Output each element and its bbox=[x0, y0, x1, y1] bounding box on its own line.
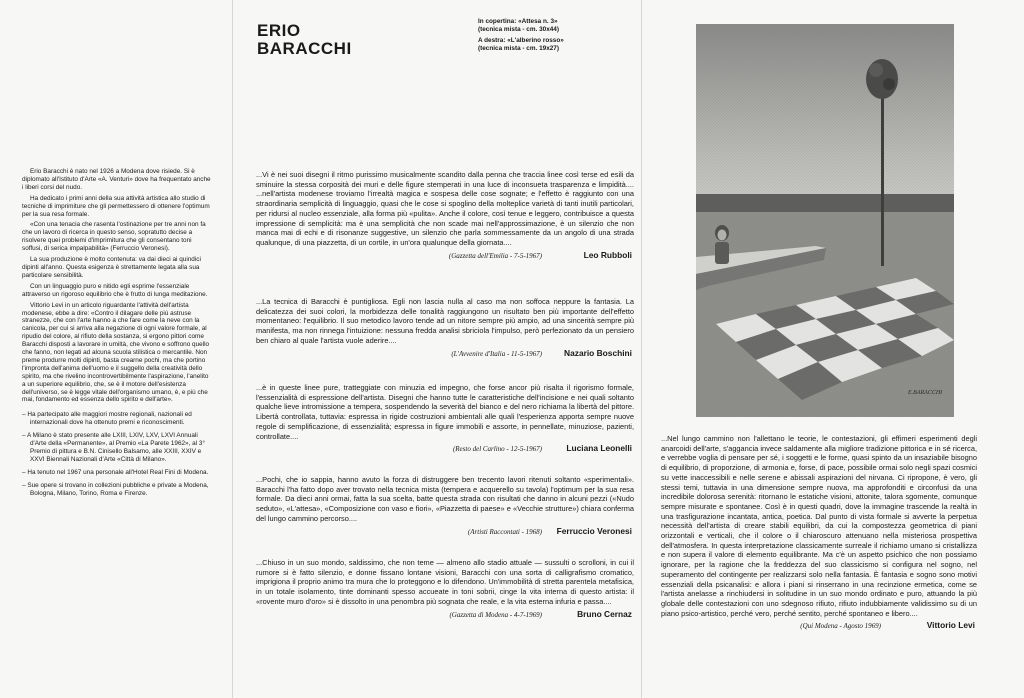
bio-paragraph: Erio Baracchi è nato nel 1926 a Modena dove risiede. Si è diplomato all'Istituto d'Arte «A. Venturi» dove ha frequentato anche i liberi corsi del nudo. bbox=[22, 168, 211, 191]
review-source: (Qui Modena - Agosto 1969) bbox=[800, 622, 881, 631]
bio-note: – A Milano è stato presente alle LXIII, LXIV, LXV, LXVI Annuali d'Arte della «Permanente», al Premio «La Parete 1962», al 3° Premio di pittura e B.N. Cinisello Balsamo, alle XXIII, XXIV e XXVI Biennali Nazionali d'Arte «Città di Milano». bbox=[22, 432, 206, 463]
horizon-band bbox=[696, 194, 954, 212]
painting-image bbox=[696, 24, 954, 417]
review-author: Leo Rubboli bbox=[583, 249, 632, 260]
biography bbox=[22, 168, 212, 503]
tree-trunk bbox=[881, 96, 884, 266]
review-text: ...Vi è nei suoi disegni il ritmo purissimo musicalmente scandito dalla penna che traccia linee così terse ed esili da sminuire la stessa corposità dei muri e delle figure stemperati in una luce di inconsueta trasparenza e limpidità.... ...nell'artista modenese troviamo l'irrealtà magica e sospesa delle cose sognate; e l'effetto è raggiunto con una straordinaria semplicità di linguaggio, quasi che le cose si spoglino della molteplice varietà di tanti inutili particolari, per ridursi al nucleo essenziale, alla forma più «pulita». Anche il colore, così tenue e leggero, contribuisce a questa impressione di semplicità: ma è una semplicità che non scade mai nell'approssimazione, è un silenzio che non manca mai di echi e di risonanze suggestive, un silenzio che parla sommessamente da un angolo di una strada qualunque, di una piazzetta, di un cortile, in un'ora qualunque della giornata.... bbox=[256, 170, 634, 247]
bio-paragraph: La sua produzione è molto contenuta: va dai dieci ai quindici dipinti all'anno. Questa esigenza è strettamente legata alla sua particolare sensibilità. bbox=[22, 256, 201, 279]
review-veronesi bbox=[256, 475, 634, 539]
review-text: ...è in queste linee pure, tratteggiate con minuzia ed impegno, che forse ancor più risalta il rigorismo formale, l'essenzialità di espressione dell'artista. Disegni che hanno tutte le caratteristiche dell'incisione e nei quali soltanto qualche lieve intromissione a tempera, sospendendo la severità del bianco e del nero richiama la libertà del pittore. Libertà controllata, tuttavia: espressa in rigide costruzioni ambientali alle quali l'esperienza apporta sempre nuove regole di semplificazione, di essenzialità; espressa in figure immobili e assorte, in pennellate, minuziose, pazienti, controllate.... bbox=[256, 383, 634, 441]
review-author: Bruno Cernaz bbox=[577, 608, 632, 619]
bio-paragraph: «Con una tenacia che rasenta l'ostinazione per tre anni non fa che un lavoro di ricerca in questo senso, sopratutto decise a risolvere quei problemi d'imprimitura che gli consentano toni soffusi, di serica impalpabilità» (Ferruccio Veronesi). bbox=[22, 221, 206, 253]
bio-note: – Ha tenuto nel 1967 una personale all'Hotel Real Fini di Modena. bbox=[22, 468, 209, 476]
artist-name: ERIO BARACCHI bbox=[257, 21, 352, 58]
tree-crown bbox=[866, 59, 898, 99]
girl-figure bbox=[715, 225, 729, 264]
review-source: (Gazzetta di Modena - 4-7-1969) bbox=[449, 610, 542, 619]
review-source: (Artisti Raccontati - 1968) bbox=[467, 527, 542, 536]
review-text: ...La tecnica di Baracchi è puntigliosa. Egli non lascia nulla al caso ma non soffoca neppure la fantasia. La delicatezza dei suoi colori, la morbidezza delle tonalità raggiungono un risultato ben più importante dell'effetto momentaneo: l'equilibrio. Il suo metodico lavoro tende ad un nitore sempre più ampio, ad una sincerità sempre più manifesta, ma non rinnega l'intuizione: nessuna fredda analisi sbriciola l'impulso, però perfezionato da un pensiero ben chiaro al quale l'artista vuole aderire.... bbox=[256, 297, 634, 345]
review-source: (Gazzetta dell'Emilia - 7-5-1967) bbox=[448, 251, 542, 260]
review-cernaz bbox=[256, 558, 634, 622]
bio-note: – Ha partecipato alle maggiori mostre regionali, nazionali ed internazionali dove ha ottenuto premi e riconoscimenti. bbox=[22, 411, 192, 427]
cover-caption: In copertina: «Attesa n. 3» (tecnica mista - cm. 30x44) A destra: «L'alberino rosso» (tecnica mista - cm. 19x27) bbox=[478, 18, 564, 52]
review-author: Luciana Leonelli bbox=[566, 443, 632, 454]
review-author: Vittorio Levi bbox=[926, 620, 975, 631]
review-text: ...Nel lungo cammino non l'allettano le teorie, le contestazioni, gli effimeri esperimenti degli anarcoidi dell'arte, s'aggancia invece saldamente alla migliore tradizione pittorica e in sé ricerca, e verrebbe voglia di pensare per sé, i soggetti e le forme, quasi spinto da un insaziabile bisogno di equilibrio, di proporzione, di armonia e, forse, di pace, possibile ormai solo negli spazi cosmici su vette inaccessibili e nelle serene e abissali aspirazioni del nirvana. Ci ripropone, è vero, gli stessi temi, tuttavia in una dimensione sempre nuova, ma approfonditi e circonfusi da una incredibile dolorosa serenità: ritornano le estatiche visioni, attonite, talora sgomente, comunque sempre misurate e spontanee. Così è in questi quadri, dove la immagine trascende la realtà in una trasfigurazione incantata, antica, poetica. Dal punto di vista formale si avverte la perpetua necessità dell'artista di creare stabili equilibri, da cui la compostezza geometrica di piani orizzontali e verticali, che il colore o il chiaroscuro attenuano nella misteriosa prospettiva dell'atmosfera. In questa interpretazione classicamente surreale il richiamo umano si cristallizza e non supera il valore di elemento equilibrante. Ma c'è un aspetto psichico che non possiamo ignorare, per la ragione che la freddezza del suo classicismo si configura nel sogno, nel superamento del contingente per realizzarsi solo nella fantasia. È fantasia e sogno sono motivi essenziali della psicanalisi: e allora i piani si rinserrano in una recinzione ermetica, come se l'artista anelasse a rinchiudersi in solitudine in un suo mondo ordinato e puro, attuando la più globale delle contestazioni con uno sdegnoso rifiuto, rifiuto indubbiamente validissimo su di un piano psico-artistico, perché vero, perché sentito, perché spontaneo e libero.... bbox=[661, 434, 977, 618]
bio-note: – Sue opere si trovano in collezioni pubbliche e private a Modena, Bologna, Milano, Torino, Roma e Firenze. bbox=[22, 481, 209, 497]
painting-svg bbox=[696, 24, 954, 417]
review-boschini bbox=[256, 297, 634, 361]
painting-signature: E.BARACCHI bbox=[908, 390, 943, 396]
review-source: (L'Avvenire d'Italia - 11-5-1967) bbox=[451, 349, 542, 358]
left-panel bbox=[0, 0, 232, 698]
review-leonelli bbox=[256, 383, 634, 456]
review-text: ...Chiuso in un suo mondo, saldissimo, che non teme — almeno allo stadio attuale — sussulti o scrolloni, in cui il rumore si è fatto silenzio, e donne fissano lontane visioni, Baracchi con una sorta di calligrafismo cromatico, imprigiona il proprio animo tra mura che lo proteggono e lo difendono. Un'immobilità di stretta parentela metafisica, in un totale isolamento, tinte dominanti spesso accueate in toni sobrii, cinge la vita interna di questo artista: il «rovente muro d'oro» si è dissolto in una penombra più sognata che reale, e la vita esterna infuria e passa.... bbox=[256, 558, 634, 606]
bio-paragraph: Vittorio Levi in un articolo riguardante l'attività dell'artista modenese, ebbe a dire: «Contro il dilagare delle più astruse stranezze, che con l'arte hanno a che fare come la neve con la canicola, per cui si arriva alla negazione di ogni valore formale, al ripudio del colore, al rifiuto della sostanza, si ergono pittori come Baracchi disposti a lavorare in umiltà, che vivono e soffrono quello che fanno, non legati ad alcuna scuola stilistica o mercantile. Non preme produrre molti dipinti, basta crearne pochi, ma che portino l'impronta dell'anima dell'uomo e il suggello della creatività dello spirito, ma che rivelino incontrovertibilmente l'aspirazione, l'anelito a un superiore equilibrio, che, se è il motore dell'esistenza dell'universo, se è legge vitale dell'organismo umano, è, e più che mai, fondamento ed essenza dello spirito e dell'arte». bbox=[22, 301, 210, 404]
review-levi bbox=[661, 434, 977, 633]
review-author: Nazario Boschini bbox=[564, 347, 632, 358]
review-text: ...Pochi, che io sappia, hanno avuto la forza di distruggere ben trecento lavori ritenuti soltanto «sperimentali». Baracchi l'ha fatto dopo aver trovato nella tecnica mista (tempera e acquerello su tavola) l'optimum per la sua resa formale. Da dieci anni ormai, fatta la sua scelta, batte questa strada con risultati che danno in alcuni pezzi («Nudo seduto», «L'attesa», «Composizione con vaso e fiori», «Piazzetta di paese» e «Vecchie strutture») chiara conferma del lungo cammino percorso.... bbox=[256, 475, 634, 523]
review-author: Ferruccio Veronesi bbox=[556, 525, 632, 536]
bio-paragraph: Con un linguaggio puro e nitido egli esprime l'essenziale attraverso un rigoroso equilibrio che è frutto di lunga meditazione. bbox=[22, 282, 208, 298]
review-source: (Resto del Carlino - 12-5-1967) bbox=[452, 445, 542, 454]
bio-paragraph: Ha dedicato i primi anni della sua attività artistica allo studio di tecniche di imprimiture che gli permettessero di ottenere l'optimum per la sua resa formale. bbox=[22, 194, 210, 218]
review-rubboli bbox=[256, 170, 634, 263]
